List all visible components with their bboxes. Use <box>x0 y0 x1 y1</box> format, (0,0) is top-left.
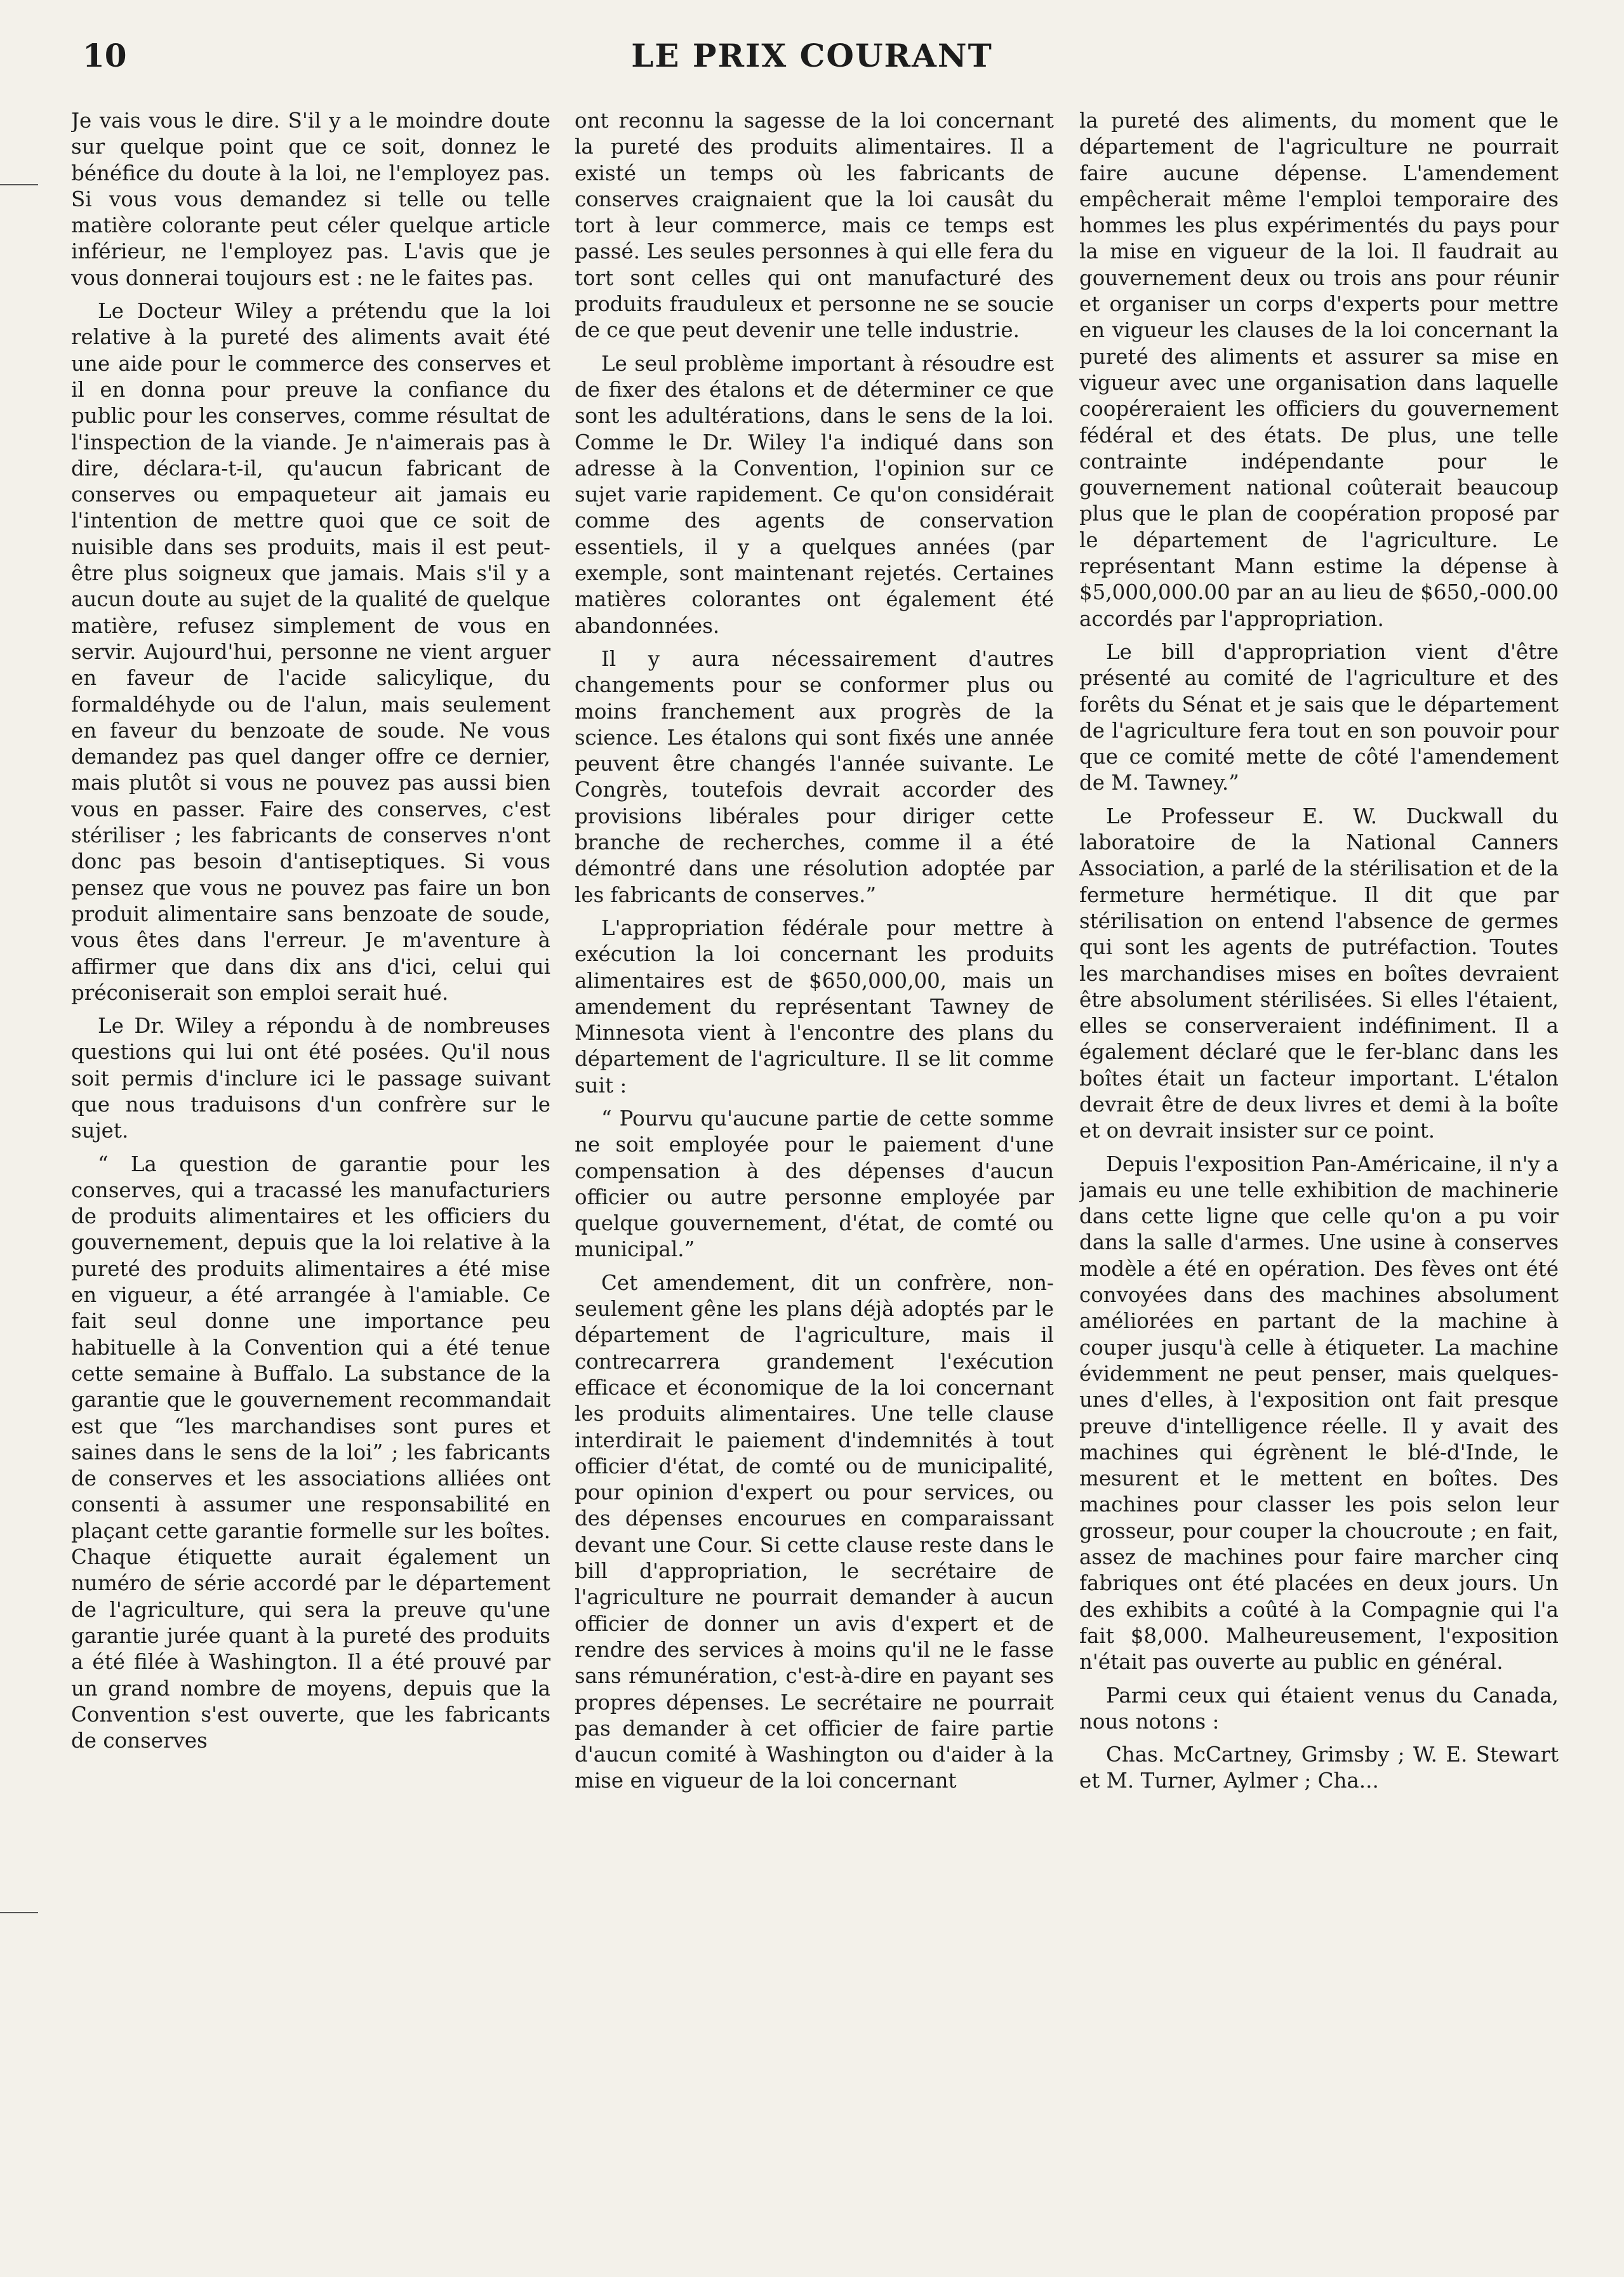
paragraph: Le Docteur Wiley a prétendu que la loi relative à la pureté des aliments avait été une aide pour le commerce des conserves et il en donna pour preuve la confiance du public pour les conserves, comme résultat de l'inspection de la viande. Je n'aimerais pas à dire, déclara-t-il, qu'aucun fabricant de conserves ou empaqueteur ait jamais eu l'intention de mettre quoi que ce soit de nuisible dans ses produits, mais il est peut-être plus soigneux que jamais. Mais s'il y a aucun doute au sujet de la qualité de quelque matière, refusez simplement de vous en servir. Aujourd'hui, personne ne vient arguer en faveur de l'acide salicylique, du formaldéhyde ou de l'alun, mais seulement en faveur du benzoate de soude. Ne vous demandez pas quel danger offre ce dernier, mais plutôt si vous ne pouvez pas aussi bien vous en passer. Faire des conserves, c'est stériliser ; les fabricants de conserves n'ont donc pas besoin d'antiseptiques. Si vous pensez que vous ne pouvez pas faire un bon produit alimentaire sans benzoate de soude, vous êtes dans l'erreur. Je m'aventure à affirmer que dans dix ans d'ici, celui qui préconiserait son emploi serait hué. <box>71 299 550 1005</box>
text-column-2 <box>575 108 1054 2247</box>
paragraph: Parmi ceux qui étaient venus du Canada, nous notons : <box>1079 1683 1559 1734</box>
paragraph: “ La question de garantie pour les conserves, qui a tracassé les manufacturiers de produits alimentaires et les officiers du gouvernement, depuis que la loi relative à la pureté des produits alimentaires a été mise en vigueur, a été arrangée à l'amiable. Ce fait seul donne une importance peu habituelle à la Convention qui a été tenue cette semaine à Buffalo. La substance de la garantie que le gouvernement recommandait est que “les marchandises sont pures et saines dans le sens de la loi” ; les fabricants de conserves et les associations alliées ont consenti à assumer une responsabilité en plaçant cette garantie formelle sur les boîtes. Chaque étiquette aurait également un numéro de série accordé par le département de l'agriculture, qui sera la preuve qu'une garantie jurée quant à la pureté des produits a été filée à Washington. Il a été prouvé par un grand nombre de moyens, depuis que la Convention s'est ouverte, que les fabricants de conserves <box>71 1152 550 1753</box>
margin-mark <box>0 1912 38 1913</box>
margin-mark <box>0 184 38 185</box>
paragraph: Chas. McCartney, Grimsby ; W. E. Stewart et M. Turner, Aylmer ; Cha... <box>1079 1743 1559 1793</box>
paragraph: Depuis l'exposition Pan-Américaine, il n'y a jamais eu une telle exhibition de machinerie dans cette ligne que celle qu'on a pu voir dans la salle d'armes. Une usine à conserves modèle a été en opération. Des fèves ont été convoyées dans des machines absolument améliorées en partant de la machine à couper jusqu'à celle à étiqueter. La machine évidemment ne peut penser, mais quelques-unes d'elles, à l'exposition ont fait presque preuve d'intelligence réelle. Il y avait des machines qui égrènent le blé-d'Inde, le mesurent et le mettent en boîtes. Des machines pour classer les pois selon leur grosseur, pour couper la choucroute ; en fait, assez de machines pour faire marcher cinq fabriques ont été placées en deux jours. Un des exhibits a coûté à la Compagnie qui l'a fait $8,000. Malheureusement, l'exposition n'était pas ouverte au public en général. <box>1079 1152 1559 1675</box>
text-column-1 <box>71 108 550 2247</box>
page-number: 10 <box>83 37 127 74</box>
paragraph: la pureté des aliments, du moment que le département de l'agriculture ne pourrait faire aucune dépense. L'amendement empêcherait même l'emploi temporaire des hommes les plus expérimentés du pays pour la mise en vigueur de la loi. Il faudrait au gouvernement deux ou trois ans pour réunir et organiser un corps d'experts pour mettre en vigueur les clauses de la loi concernant la pureté des aliments et assurer sa mise en vigueur avec une organisation dans laquelle coopéreraient les officiers du gouvernement fédéral et des états. De plus, une telle contrainte indépendante pour le gouvernement national coûterait beaucoup plus que le plan de coopération proposé par le département de l'agriculture. Le représentant Mann estime la dépense à $5,000,000.00 par an au lieu de $650,-000.00 accordés par l'appropriation. <box>1079 109 1559 631</box>
paragraph: Cet amendement, dit un confrère, non-seulement gêne les plans déjà adoptés par le département de l'agriculture, mais il contrecarrera grandement l'exécution efficace et économique de la loi concernant les produits alimentaires. Une telle clause interdirait le paiement d'indemnités à tout officier d'état, de comté ou de municipalité, pour opinion d'expert ou pour services, ou des dépenses encourues en comparaissant devant une Cour. Si cette clause reste dans le bill d'appropriation, le secrétaire de l'agriculture ne pourrait demander à aucun officier de donner un avis d'expert et de rendre des services à moins qu'il ne le fasse sans rémunération, c'est-à-dire en payant ses propres dépenses. Le secrétaire ne pourrait pas demander à cet officier de faire partie d'aucun comité à Washington ou d'aider à la mise en vigueur de la loi concernant <box>575 1270 1054 1793</box>
paragraph: Le bill d'appropriation vient d'être présenté au comité de l'agriculture et des forêts du Sénat et je sais que le département de l'agriculture fera tout en son pouvoir pour que ce comité mette de côté l'amendement de M. Tawney.” <box>1079 639 1559 795</box>
paragraph: L'appropriation fédérale pour mettre à exécution la loi concernant les produits alimentaires est de $650,000,00, mais un amendement du représentant Tawney de Minnesota vient à l'encontre des plans du département de l'agriculture. Il se lit comme suit : <box>575 915 1054 1098</box>
paragraph: Le Dr. Wiley a répondu à de nombreuses questions qui lui ont été posées. Qu'il nous soit permis d'inclure ici le passage suivant que nous traduisons d'un confrère sur le sujet. <box>71 1014 550 1143</box>
page-header <box>76 37 1548 81</box>
paragraph: Le seul problème important à résoudre est de fixer des étalons et de déterminer ce que sont les adultérations, dans le sens de la loi. Comme le Dr. Wiley l'a indiqué dans son adresse à la Convention, l'opinion sur ce sujet varie rapidement. Ce qu'on considérait comme des agents de conservation essentiels, il y a quelques années (par exemple, sont maintenant rejetés. Certaines matières colorantes ont également été abandonnées. <box>575 351 1054 638</box>
journal-title: LE PRIX COURANT <box>631 37 993 74</box>
paragraph: ont reconnu la sagesse de la loi concernant la pureté des produits alimentaires. Il a existé un temps où les fabricants de conserves craignaient que la loi causât du tort à leur commerce, mais ce temps est passé. Les seules personnes à qui elle fera du tort sont celles qui ont manufacturé des produits frauduleux et personne ne se soucie de ce que peut devenir une telle industrie. <box>575 109 1054 343</box>
paragraph: Je vais vous le dire. S'il y a le moindre doute sur quelque point que ce soit, donnez le bénéfice du doute à la loi, ne l'employez pas. Si vous vous demandez si telle ou telle matière colorante peut céler quelque article inférieur, ne l'employez pas. L'avis que je vous donnerai toujours est : ne le faites pas. <box>71 109 550 290</box>
paragraph: Le Professeur E. W. Duckwall du laboratoire de la National Canners Association, a parlé de la stérilisation et de la fermeture hermétique. Il dit que par stérilisation on entend l'absence de germes qui sont les agents de putréfaction. Toutes les marchandises mises en boîtes devraient être absolument stérilisées. Si elles l'étaient, elles se conserveraient indéfiniment. Il a également déclaré que le fer-blanc dans les boîtes était un facteur important. L'étalon devrait être de deux livres et demi à la boîte et on devrait insister sur ce point. <box>1079 804 1559 1143</box>
paragraph: “ Pourvu qu'aucune partie de cette somme ne soit employée pour le paiement d'une compensation à des dépenses d'aucun officier ou autre personne employée par quelque gouvernement, d'état, de comté ou municipal.” <box>575 1106 1054 1262</box>
paragraph: Il y aura nécessairement d'autres changements pour se conformer plus ou moins franchement aux progrès de la science. Les étalons qui sont fixés une année peuvent être changés l'année suivante. Le Congrès, toutefois devrait accorder des provisions libérales pour diriger cette branche de recherches, comme il a été démontré dans une résolution adoptée par les fabricants de conserves.” <box>575 646 1054 907</box>
text-column-3 <box>1079 108 1559 2247</box>
